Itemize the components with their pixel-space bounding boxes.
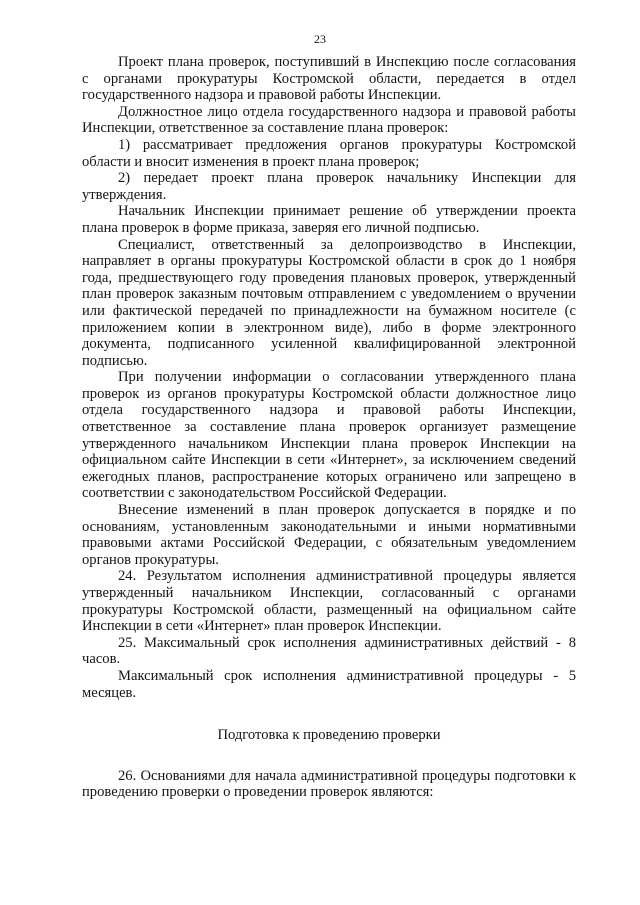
paragraph: Начальник Инспекции принимает решение об утверждении проекта плана проверок в форме приказа, заверяя его личной подписью.: [82, 203, 576, 236]
paragraph: Максимальный срок исполнения административной процедуры - 5 месяцев.: [82, 667, 576, 701]
paragraph: При получении информации о согласовании утвержденного плана проверок из органов прокуратуры Костромской области должностное лицо отдела государственного надзора и правовой работы Инспекции, ответственное за составление плана проверок организует размещение утвержденного начальником Инспекции плана проверок Инспекции на официальном сайте Инспекции в сети «Интернет», за исключением сведений ежегодных планов, распространение которых ограничено или запрещено в соответствии с законодательством Российской Федерации.: [82, 369, 576, 502]
paragraph: 25. Максимальный срок исполнения административных действий - 8 часов.: [82, 634, 576, 668]
document-body: [82, 54, 576, 801]
paragraph: 24. Результатом исполнения административной процедуры является утвержденный начальником Инспекции, согласованный с органами прокуратуры Костромской области, размещенный на официальном сайте Инспекции в сети «Интернет» план проверок Инспекции.: [82, 568, 576, 635]
paragraph: Специалист, ответственный за делопроизводство в Инспекции, направляет в органы прокуратуры Костромской области в срок до 1 ноября года, предшествующего году проведения плановых проверок, утвержденный план проверок заказным почтовым отправлением с уведомлением о вручении или фактической передачей по принадлежности на бумажном носителе (с приложением копии в электронном виде), либо в форме электронного документа, подписанного усиленной квалифицированной электронной подписью.: [82, 236, 576, 369]
paragraph: Должностное лицо отдела государственного надзора и правовой работы Инспекции, ответственное за составление плана проверок:: [82, 103, 576, 137]
section-heading: Подготовка к проведению проверки: [217, 727, 441, 744]
page-number: 23: [314, 32, 326, 46]
paragraph: Проект плана проверок, поступивший в Инспекцию после согласования с органами прокуратуры Костромской области, передается в отдел государственного надзора и правовой работы Инспекции.: [82, 54, 576, 104]
paragraph: 1) рассматривает предложения органов прокуратуры Костромской области и вносит изменения в проект плана проверок;: [82, 136, 576, 170]
paragraph: 2) передает проект плана проверок начальнику Инспекции для утверждения.: [82, 170, 576, 203]
paragraph: 26. Основаниями для начала административной процедуры подготовки к проведению проверки о проведении проверок являются:: [82, 767, 576, 801]
paragraph: Внесение изменений в план проверок допускается в порядке и по основаниям, установленным законодательными и иными нормативными правовыми актами Российской Федерации, с обязательным уведомлением органов прокуратуры.: [82, 502, 576, 568]
